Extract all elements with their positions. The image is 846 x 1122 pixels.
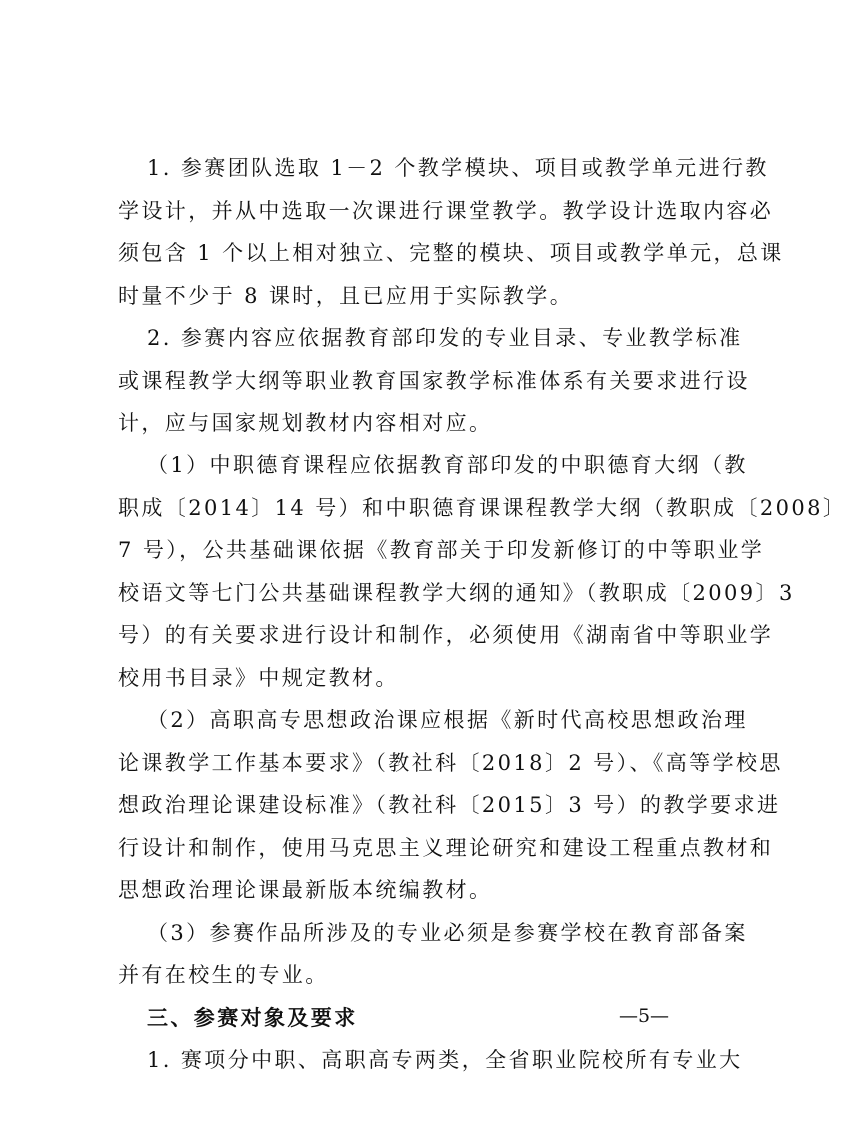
paragraph-1-line-3: 须包含 1 个以上相对独立、完整的模块、项目或教学单元，总课 bbox=[118, 241, 784, 265]
paragraph-3-line-3: 7 号），公共基础课依据《教育部关于印发新修订的中等职业学 bbox=[118, 538, 765, 562]
paragraph-3-line-5: 号）的有关要求进行设计和制作，必须使用《湖南省中等职业学 bbox=[118, 623, 774, 647]
paragraph-1-line-1: 1. 参赛团队选取 1－2 个教学模块、项目或教学单元进行教 bbox=[147, 156, 769, 180]
paragraph-2-line-1: 2. 参赛内容应依据教育部印发的专业目录、专业教学标准 bbox=[147, 326, 743, 350]
section-heading: 三、参赛对象及要求 bbox=[147, 1006, 358, 1030]
paragraph-3-line-2: 职成〔2014〕14 号）和中职德育课课程教学大纲（教职成〔2008〕 bbox=[118, 496, 846, 520]
paragraph-1-line-2: 学设计，并从中选取一次课进行课堂教学。教学设计选取内容必 bbox=[118, 199, 774, 223]
paragraph-6-line-1: 1. 赛项分中职、高职高专两类，全省职业院校所有专业大 bbox=[147, 1048, 743, 1072]
paragraph-3-line-6: 校用书目录》中规定教材。 bbox=[118, 666, 399, 690]
paragraph-3-line-4: 校语文等七门公共基础课程教学大纲的通知》（教职成〔2009〕3 bbox=[118, 581, 795, 605]
paragraph-4-line-2: 论课教学工作基本要求》（教社科〔2018〕2 号）、《高等学校思 bbox=[118, 751, 783, 775]
paragraph-3-line-1: （1）中职德育课程应依据教育部印发的中职德育大纲（教 bbox=[147, 453, 748, 477]
paragraph-1-line-4: 时量不少于 8 课时，且已应用于实际教学。 bbox=[118, 284, 574, 308]
paragraph-4-line-1: （2）高职高专思想政治课应根据《新时代高校思想政治理 bbox=[147, 708, 748, 732]
paragraph-5-line-1: （3）参赛作品所涉及的专业必须是参赛学校在教育部备案 bbox=[147, 921, 748, 945]
page-number: —5— bbox=[618, 1005, 670, 1027]
paragraph-4-line-4: 行设计和制作，使用马克思主义理论研究和建设工程重点教材和 bbox=[118, 836, 774, 860]
paragraph-2-line-2: 或课程教学大纲等职业教育国家教学标准体系有关要求进行设 bbox=[118, 369, 750, 393]
paragraph-4-line-3: 想政治理论课建设标准》（教社科〔2015〕3 号）的教学要求进 bbox=[118, 793, 781, 817]
paragraph-5-line-2: 并有在校生的专业。 bbox=[118, 963, 329, 987]
paragraph-2-line-3: 计，应与国家规划教材内容相对应。 bbox=[118, 411, 493, 435]
paragraph-4-line-5: 思想政治理论课最新版本统编教材。 bbox=[118, 878, 493, 902]
